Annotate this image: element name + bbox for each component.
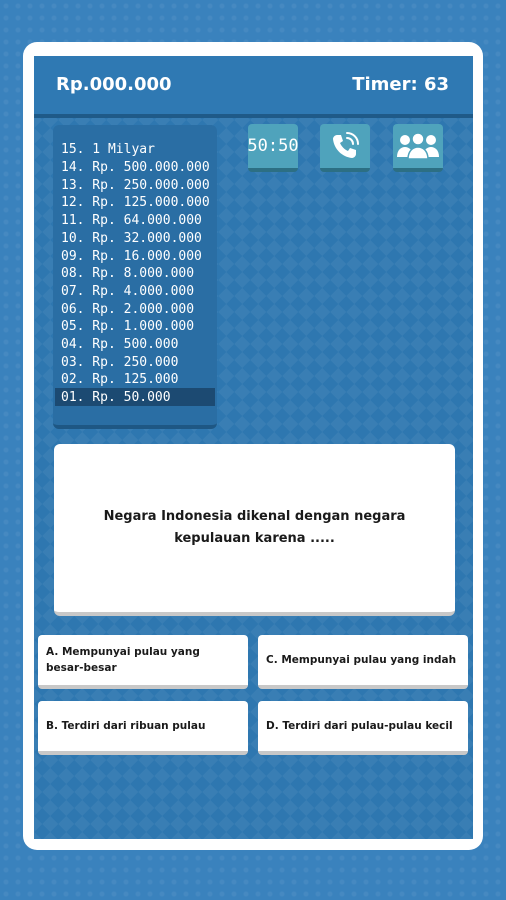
ladder-item-06: 06. Rp. 2.000.000 [61, 302, 195, 317]
ladder-item-03: 03. Rp. 250.000 [61, 355, 179, 370]
fifty-fifty-button[interactable]: 50:50 [248, 124, 298, 172]
question-card [54, 444, 455, 616]
ladder-item-01: 01. Rp. 50.000 [61, 390, 171, 405]
ladder-item-09: 09. Rp. 16.000.000 [61, 249, 202, 264]
ladder-item-13: 13. Rp. 250.000.000 [61, 178, 210, 193]
answer-b-button[interactable]: B. Terdiri dari ribuan pulau [38, 701, 248, 755]
ladder-item-11: 11. Rp. 64.000.000 [61, 213, 202, 228]
ladder-item-15: 15. 1 Milyar [61, 142, 155, 157]
ladder-item-07: 07. Rp. 4.000.000 [61, 284, 195, 299]
ask-audience-button[interactable] [393, 124, 443, 172]
prize-money: Rp.000.000 [56, 74, 172, 95]
ladder-item-10: 10. Rp. 32.000.000 [61, 231, 202, 246]
ladder-item-12: 12. Rp. 125.000.000 [61, 195, 210, 210]
question-text: Negara Indonesia dikenal dengan negara kepulauan karena ..... [103, 509, 406, 546]
ladder-item-14: 14. Rp. 500.000.000 [61, 160, 210, 175]
audience-icon [395, 131, 441, 161]
ladder-item-08: 08. Rp. 8.000.000 [61, 266, 195, 281]
ladder-item-05: 05. Rp. 1.000.000 [61, 319, 195, 334]
answer-d-button[interactable]: D. Terdiri dari pulau-pulau kecil [258, 701, 468, 755]
phone-call-icon [329, 130, 361, 162]
ladder-item-02: 02. Rp. 125.000 [61, 372, 179, 387]
answer-c-button[interactable]: C. Mempunyai pulau yang indah [258, 635, 468, 689]
answer-a-button[interactable]: A. Mempunyai pulau yang besar-besar [38, 635, 248, 689]
timer: Timer: 63 [352, 74, 449, 95]
ladder-item-04: 04. Rp. 500.000 [61, 337, 179, 352]
prize-ladder [53, 125, 217, 429]
header-bar [34, 56, 473, 118]
phone-a-friend-button[interactable] [320, 124, 370, 172]
